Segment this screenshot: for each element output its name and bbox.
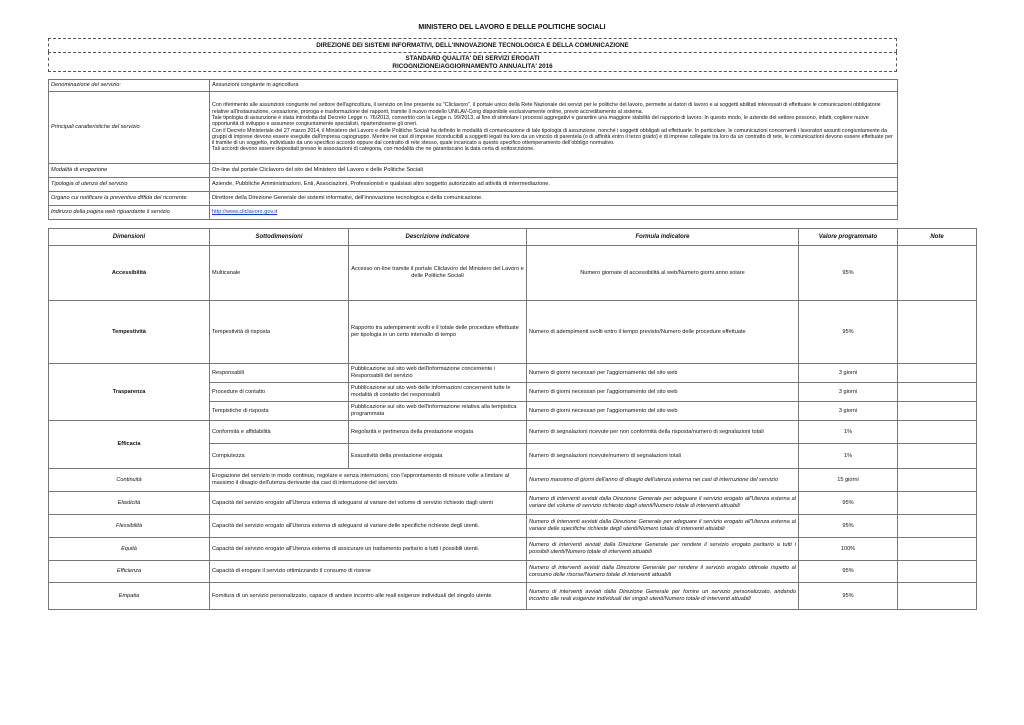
table-row (49, 364, 977, 383)
info-label: Tipologia di utenza del servizio (49, 178, 210, 192)
standard-line-1: STANDARD QUALITA' DEI SERVIZI EROGATI (405, 55, 540, 62)
formula-cell: Numero di giorni necessari per l'aggiornamento del sito web (527, 383, 799, 402)
description-cell: Regolarità e pertinenza della prestazione erogata (349, 421, 527, 444)
dimension-cell: Equità (49, 538, 210, 561)
value-cell: 95% (799, 561, 898, 583)
info-label: Organo cui notificare la preventiva diffida del ricorrente (49, 192, 210, 206)
formula-cell: Numero di interventi avviati dalla Direzione Generale per fornire un servizio personalizzato, andando incontro alle reali esigenze individuali dei singoli utenti/Numero totale di interventi attuabili (527, 583, 799, 610)
value-cell: 95% (799, 246, 898, 301)
dimension-cell: Efficacia (49, 421, 210, 469)
value-cell: 100% (799, 538, 898, 561)
dimension-cell: Flessibilità (49, 515, 210, 538)
dimension-cell: Trasparenza (49, 364, 210, 421)
info-row (49, 178, 898, 192)
column-header: Descrizione indicatore (349, 229, 527, 246)
table-row (49, 538, 977, 561)
standard-title (48, 52, 897, 72)
column-header: Valore programmato (799, 229, 898, 246)
info-label: Principali caratteristiche del servizio (49, 92, 210, 164)
note-cell (898, 301, 977, 364)
description-cell: Pubblicazione sul sito web delle informazioni concernenti tutte le modalità di contatto dei responsabili (349, 383, 527, 402)
info-label: Indirizzo della pagina web riguardante il servizio (49, 206, 210, 220)
direction-title: DIREZIONE DEI SISTEMI INFORMATIVI, DELL'INNOVAZIONE TECNOLOGICA E DELLA COMUNICAZIONE (48, 38, 897, 52)
info-row (49, 206, 898, 220)
info-value: Assunzioni congiunte in agricoltura (210, 80, 898, 92)
subdimension-cell: Conformità e affidabilità (210, 421, 349, 444)
subdimension-cell: Procedure di contatto (210, 383, 349, 402)
dimension-cell: Empatia (49, 583, 210, 610)
note-cell (898, 421, 977, 444)
table-header-row (49, 229, 977, 246)
table-row (49, 492, 977, 515)
description-cell: Capacità del servizio erogato all'Utenza esterna di assicurare un trattamento paritario a tutti i possibili utenti. (210, 538, 527, 561)
subdimension-cell: Tempistiche di risposta (210, 402, 349, 421)
note-cell (898, 538, 977, 561)
note-cell (898, 444, 977, 469)
subdimension-cell: Responsabili (210, 364, 349, 383)
info-value: Direttore della Direzione Generale dei sistemi informativi, dell'innovazione tecnologica e della comunicazione. (210, 192, 898, 206)
note-cell (898, 561, 977, 583)
dimension-cell: Continuità (49, 469, 210, 492)
description-cell: Capacità di erogare il servizio ottimizzando il consumo di risorse (210, 561, 527, 583)
formula-cell: Numero giornate di accessibilità al web/Numero giorni anno solare (527, 246, 799, 301)
formula-cell: Numero massimo di giorni dell'anno di disagio dell'utenza esterna nei casi di interruzione del servizio (527, 469, 799, 492)
info-value: On-line dal portale Cliclavoro del sito del Ministero del Lavoro e delle Politiche Sociali (210, 164, 898, 178)
note-cell (898, 515, 977, 538)
info-label: Modalità di erogazione (49, 164, 210, 178)
note-cell (898, 246, 977, 301)
description-cell: Accesso on-line tramite il portale Cliclavoro del Ministero del Lavoro e delle Politiche Sociali (349, 246, 527, 301)
description-cell: Esaustività della prestazione erogata (349, 444, 527, 469)
formula-cell: Numero di giorni necessari per l'aggiornamento del sito web (527, 402, 799, 421)
service-info-table (48, 79, 898, 220)
column-header: Dimensioni (49, 229, 210, 246)
table-row (49, 583, 977, 610)
subdimension-cell: Compiutezza (210, 444, 349, 469)
formula-cell: Numero di giorni necessari per l'aggiornamento del sito web (527, 364, 799, 383)
formula-cell: Numero di segnalazioni ricevute/numero di segnalazioni totali (527, 444, 799, 469)
value-cell: 3 giorni (799, 364, 898, 383)
ministry-title: MINISTERO DEL LAVORO E DELLE POLITICHE SOCIALI (418, 24, 606, 31)
info-value (210, 206, 898, 220)
value-cell: 95% (799, 515, 898, 538)
column-header: Note (898, 229, 977, 246)
formula-cell: Numero di interventi avviati dalla Direzione Generale per adeguare il servizio erogato all'Utenza esterna al variare delle specifiche richieste degli utenti/Numero totale di interventi attuabili (527, 515, 799, 538)
subdimension-cell: Multicanale (210, 246, 349, 301)
table-row (49, 421, 977, 444)
info-label: Denominazione del servizio: (49, 80, 210, 92)
note-cell (898, 469, 977, 492)
value-cell: 95% (799, 301, 898, 364)
description-cell: Pubblicazione sul sito web dell'informazione concernente i Responsabili del servizio (349, 364, 527, 383)
note-cell (898, 583, 977, 610)
table-row (49, 561, 977, 583)
info-value: Aziende, Pubbliche Amministrazioni, Enti, Associazioni, Professionisti e qualsiasi altro soggetto autorizzato ad attività di intermediazione. (210, 178, 898, 192)
formula-cell: Numero di segnalazioni ricevute per non conformità della risposta/numero di segnalazioni totali (527, 421, 799, 444)
dimension-cell: Efficienza (49, 561, 210, 583)
dimension-cell: Accessibilità (49, 246, 210, 301)
table-row (49, 469, 977, 492)
info-row (49, 164, 898, 178)
formula-cell: Numero di interventi avviati dalla Direzione Generale per adeguare il servizio erogato all'Utenza esterna al variare del volume di servizio richiesto dagli utenti/Numero totale di interventi attuabili (527, 492, 799, 515)
formula-cell: Numero di interventi avviati dalla Direzione Generale per rendere il servizio erogato ottimale rispetto al consumo delle risorse/Numero totale di interventi attuabili (527, 561, 799, 583)
value-cell: 15 giorni (799, 469, 898, 492)
formula-cell: Numero di interventi avviati dalla Direzione Generale per rendere il servizio erogato paritario a tutti i possibili utenti/Numero totale di interventi attuabili (527, 538, 799, 561)
table-row (49, 301, 977, 364)
note-cell (898, 383, 977, 402)
info-value: Con riferimento alle assunzioni congiunte nel settore dell'agricoltura, il servizio on line presente su "Cliclavoro", il portale unico della Rete Nazionale dei servizi per le politiche del lavoro, permette ai datori di lavoro e ai soggetti abilitati interessati di effettuare le comunicazioni obbligatorie relative all'instaurazione, cessazione, proroga e trasformazione dei rapporti, tramite il nuovo modello UNILAV-Cong disponibile esclusivamente online, previo accreditamento al sistema. Tale tipologia di assunzione è stata introdotta dal Decreto Legge n. 76/2013, convertito con la Legge n. 99/2013, al fine di stimolare i processi aggregativi e garantire una maggiore stabilità del rapporto di lavoro. In questo modo, le aziende del settore possono, infatti, cogliere nuove opportunità di sviluppo e assumere congiuntamente specialisti, ripartendosene gli oneri. Con il Decreto Ministeriale del 27 marzo 2014, il Ministero del Lavoro e delle Politiche Sociali ha definito le modalità di comunicazione di tale tipologia di assunzione, nonché i soggetti obbligati ad effettuarle. In particolare, le comunicazioni concernenti i lavoratori assunti congiuntamente da gruppi di imprese devono essere eseguite dall'impresa capogruppo. Mentre nei casi di imprese riconducibili a soggetti legati tra loro da un vincolo di parentela (o di affinità entro il terzo grado) e di imprese collegate tra loro da un contratto di rete, le comunicazioni devono essere effettuate per il tramite di un soggetto, individuato da uno specifico accordo oppure dal contratto di rete stesso, quale incaricato a questo specifico ottemperamento dell'obbligo normativo. Tali accordi devono essere depositati presso le associazioni di categoria, con modalità che ne garantiscano la data certa di sottoscrizione. (210, 92, 898, 164)
description-cell: Pubblicazione sul sito web dell'informazione relativa alla tempistica programmata (349, 402, 527, 421)
dimension-cell: Elasticità (49, 492, 210, 515)
value-cell: 3 giorni (799, 402, 898, 421)
column-header: Sottodimensioni (210, 229, 349, 246)
note-cell (898, 492, 977, 515)
standard-line-2: RICOGNIZIONE/AGGIORNAMENTO ANNUALITA' 2016 (392, 62, 553, 70)
value-cell: 95% (799, 492, 898, 515)
description-cell: Rapporto tra adempimenti svolti e il totale delle procedure effettuate per tipologia in un certo intervallo di tempo (349, 301, 527, 364)
description-cell: Fornitura di un servizio personalizzato, capace di andare incontro alle reali esigenze individuali del singolo utente (210, 583, 527, 610)
formula-cell: Numero di adempimenti svolti entro il tempo previsto/Numero delle procedure effettuate (527, 301, 799, 364)
description-cell: Erogazione del servizio in modo continuo, regolare e senza interruzioni, con l'approntamento di misure volte a limitare al massimo il disagio dell'utenza derivante dai casi di interruzione del servizio. (210, 469, 527, 492)
note-cell (898, 364, 977, 383)
description-cell: Capacità del servizio erogato all'Utenza esterna di adeguarsi al variare delle specifiche richieste degli utenti. (210, 515, 527, 538)
column-header: Formula indicatore (527, 229, 799, 246)
info-row (49, 92, 898, 164)
subdimension-cell: Tempestività di risposta (210, 301, 349, 364)
description-cell: Capacità del servizio erogato all'Utenza esterna di adeguarsi al variare del volume di servizio richiesto dagli utenti (210, 492, 527, 515)
note-cell (898, 402, 977, 421)
dimension-cell: Tempestività (49, 301, 210, 364)
service-web-link[interactable]: http://www.cliclavoro.gov.it (212, 209, 278, 216)
value-cell: 1% (799, 421, 898, 444)
info-row (49, 80, 898, 92)
quality-standards-table (48, 228, 977, 610)
table-row (49, 515, 977, 538)
table-row (49, 246, 977, 301)
value-cell: 95% (799, 583, 898, 610)
info-row (49, 192, 898, 206)
value-cell: 3 giorni (799, 383, 898, 402)
value-cell: 1% (799, 444, 898, 469)
